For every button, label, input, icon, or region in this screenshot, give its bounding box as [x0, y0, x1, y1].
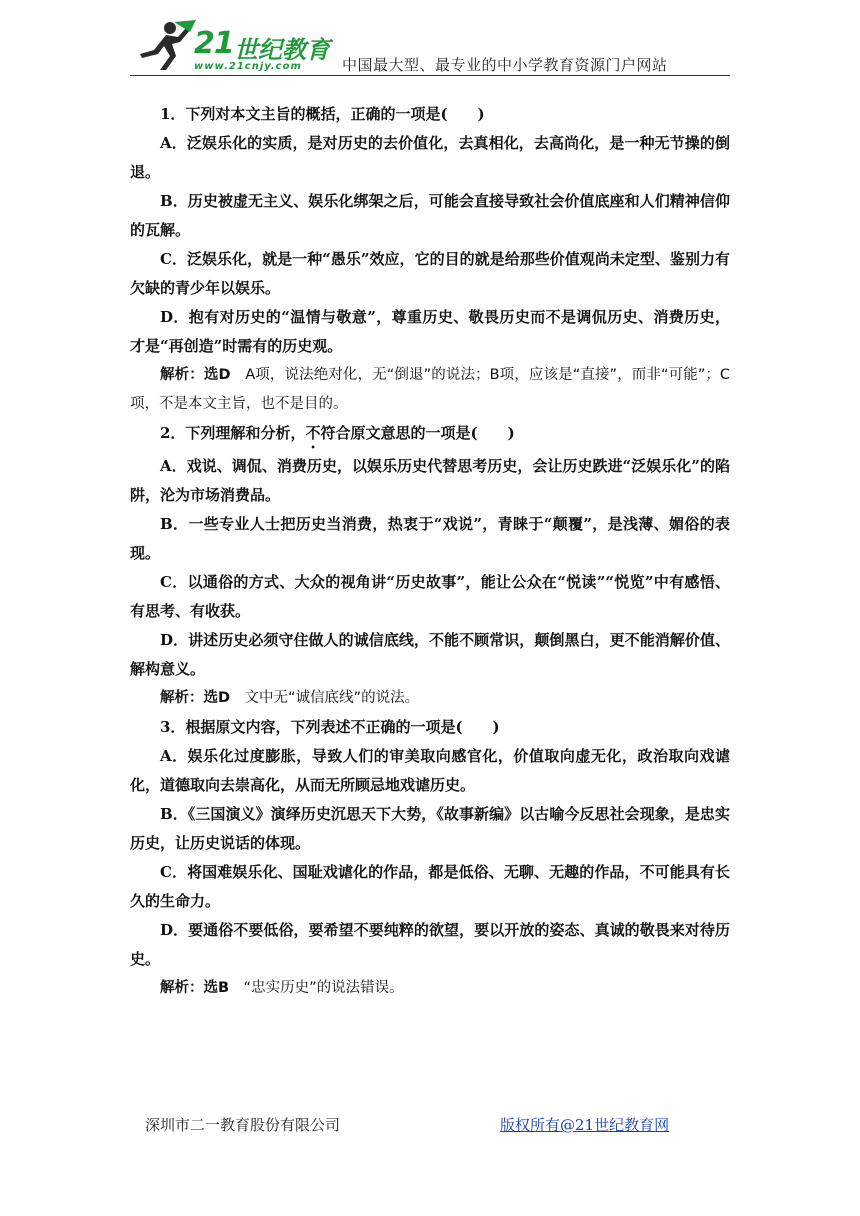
logo-name: 世纪教育 [234, 36, 330, 64]
question-2-option-b: B．一些专业人士把历史当消费，热衷于“戏说”，青睐于“颠覆”，是浅薄、媚俗的表现。 [130, 515, 730, 562]
answer-lead: 解析：选B [160, 980, 230, 996]
question-1-answer [130, 361, 730, 419]
question-3-option-b: B．《三国演义》演绎历史沉思天下大势，《故事新编》以古喻今反思社会现象，是忠实历史，让历史说话的体现。 [130, 805, 730, 852]
question-2-option-a: A．戏说、调侃、消费历史，以娱乐历史代替思考历史，会让历史跌进“泛娱乐化”的陷阱，沦为市场消费品。 [130, 457, 730, 504]
footer-company: 深圳市二一教育股份有限公司 [145, 1116, 341, 1134]
question-1-option-b: B．历史被虚无主义、娱乐化绑架之后，可能会直接导致社会价值底座和人们精神信仰的瓦解。 [130, 192, 730, 239]
question-2-option-c: C．以通俗的方式、大众的视角讲“历史故事”，能让公众在“悦读”“悦览”中有感悟、有思考、有收获。 [130, 573, 730, 620]
logo-url: www.21cnjy.com [194, 61, 302, 72]
page-header [130, 18, 730, 76]
question-3-option-c: C．将国难娱乐化、国耻戏谑化的作品，都是低俗、无聊、无趣的作品，不可能具有长久的生命力。 [130, 863, 730, 910]
answer-lead: 解析：选D [160, 690, 231, 706]
answer-lead: 解析：选D [160, 367, 231, 383]
question-3-option-d: D．要通俗不要低俗，要希望不要纯粹的欲望，要以开放的姿态、真诚的敬畏来对待历史。 [130, 921, 730, 968]
question-3-stem: 3．根据原文内容，下列表述不正确的一项是( ) [160, 718, 500, 736]
site-logo[interactable] [130, 18, 330, 74]
answer-explanation: A项，说法绝对化，无“倒退”的说法；B项，应该是“直接”，而非“可能”；C项，不是本文主旨，也不是目的。 [130, 367, 731, 412]
question-3-answer [130, 974, 730, 1003]
logo-number: 21 [194, 26, 234, 61]
stem-text: 2．下列理解和分析， [160, 424, 306, 442]
answer-explanation: “忠实历史”的说法错误。 [229, 980, 404, 996]
runner-icon [130, 20, 200, 72]
question-1-option-a: A．泛娱乐化的实质，是对历史的去价值化，去真相化，去高尚化，是一种无节操的倒退。 [130, 134, 730, 181]
question-2-answer [130, 684, 730, 713]
header-divider [130, 75, 730, 76]
stem-text: 符合原文意思的一项是( ) [320, 424, 515, 442]
footer-copyright-link[interactable]: 版权所有@21世纪教育网 [500, 1116, 670, 1134]
question-1-option-c: C．泛娱乐化，就是一种“愚乐”效应，它的目的就是给那些价值观尚未定型、鉴别力有欠缺的青少年以娱乐。 [130, 250, 730, 297]
question-2-option-d: D．讲述历史必须守住做人的诚信底线，不能不顾常识，颠倒黑白，更不能消解价值、解构意义。 [130, 631, 730, 678]
question-2-stem [130, 419, 730, 452]
emphasis-mark: 不 [305, 424, 321, 442]
question-1-stem: 1．下列对本文主旨的概括，正确的一项是( ) [160, 105, 485, 123]
document-body [130, 100, 730, 1003]
question-3-option-a: A．娱乐化过度膨胀，导致人们的审美取向感官化，价值取向虚无化，政治取向戏谑化，道德取向去崇高化，从而无所顾忌地戏谑历史。 [130, 747, 730, 794]
answer-explanation: 文中无“诚信底线”的说法。 [230, 690, 420, 706]
question-1-option-d: D．抱有对历史的“温情与敬意”，尊重历史、敬畏历史而不是调侃历史、消费历史，才是“再创造”时需有的历史观。 [130, 308, 730, 355]
site-tagline: 中国最大型、最专业的中小学教育资源门户网站 [342, 56, 668, 74]
